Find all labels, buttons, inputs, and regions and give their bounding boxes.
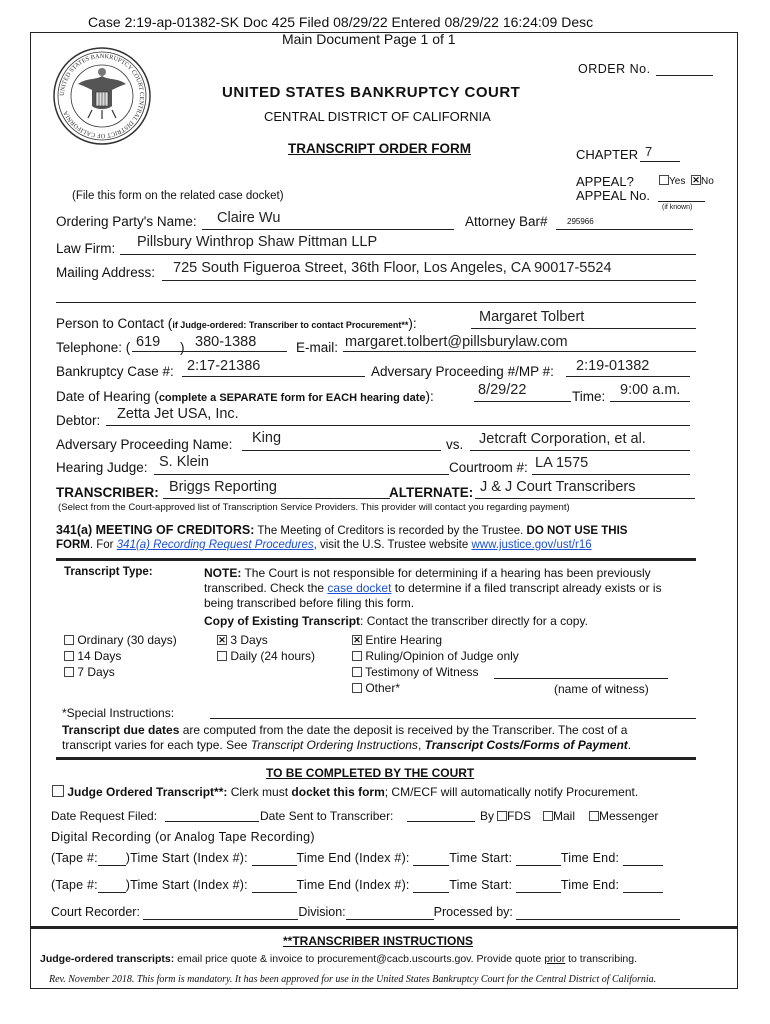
case-line — [182, 376, 365, 377]
tape-2-start-index[interactable] — [252, 878, 297, 893]
ordering-party-line — [202, 229, 454, 230]
opt-daily-checkbox[interactable] — [217, 651, 227, 661]
tape-row-2: (Tape #: )Time Start (Index #): Time End (Index #): Time Start: Time End: — [51, 878, 663, 893]
adversary-case-value[interactable]: 2:19-01382 — [576, 358, 650, 374]
vs-line — [470, 450, 690, 451]
court-district: CENTRAL DISTRICT OF CALIFORNIA — [264, 109, 491, 124]
due-line2: transcript varies for each type. See Transcript Ordering Instructions, Transcript Costs/Forms of Payment. — [62, 738, 632, 752]
ordering-party-value[interactable]: Claire Wu — [217, 210, 281, 226]
court-section-divider — [56, 757, 696, 760]
email-line — [343, 351, 696, 352]
courtroom-value[interactable]: LA 1575 — [535, 455, 589, 471]
hearing-time-label: Time: — [572, 389, 606, 404]
attorney-bar-label: Attorney Bar# — [465, 214, 548, 229]
judge-label: Hearing Judge: — [56, 460, 148, 475]
alternate-label: ALTERNATE: — [389, 485, 474, 500]
ust-website-link[interactable]: www.justice.gov/ust/r16 — [471, 539, 592, 551]
recording-procedures-link[interactable]: 341(a) Recording Request Procedures — [116, 539, 314, 551]
meeting-line2: FORM. For 341(a) Recording Request Procedures, visit the U.S. Trustee website www.justice.gov/ust/r16 — [56, 539, 592, 551]
opt-3-days-checkbox[interactable] — [217, 635, 227, 645]
adversary-name-label: Adversary Proceeding Name: — [56, 437, 233, 452]
tape-2-end[interactable] — [623, 878, 663, 893]
seal-text: UNITED STATES BANKRUPTCY COURT CENTRAL DISTRICT OF CALIFORNIA — [58, 52, 146, 140]
instructions-line: Judge-ordered transcripts: email price quote & invoice to procurement@cacb.uscourts.gov. Provide quote prior to transcribing. — [40, 953, 638, 965]
file-note: (File this form on the related case docket) — [72, 190, 284, 202]
opt-other[interactable]: Other* — [352, 681, 400, 695]
tape-1-start[interactable] — [516, 851, 561, 866]
mailing-value[interactable]: 725 South Figueroa Street, 36th Floor, Los Angeles, CA 90017-5524 — [173, 260, 612, 276]
judge-value[interactable]: S. Klein — [159, 454, 209, 470]
witness-name-field[interactable] — [494, 678, 668, 679]
transcriber-value[interactable]: Briggs Reporting — [169, 479, 277, 495]
digital-recording-label: Digital Recording (or Analog Tape Recording) — [51, 830, 315, 844]
opt-ordinary[interactable]: Ordinary (30 days) — [64, 633, 177, 647]
tape-row-1: (Tape #: )Time Start (Index #): Time End (Index #): Time Start: Time End: — [51, 851, 663, 866]
opt-testimony-checkbox[interactable] — [352, 667, 362, 677]
opt-testimony[interactable]: Testimony of Witness — [352, 665, 479, 679]
filing-header-line1: Case 2:19-ap-01382-SK Doc 425 Filed 08/29/22 Entered 08/29/22 16:24:09 Desc — [88, 14, 594, 30]
opt-7-days[interactable]: 7 Days — [64, 665, 115, 679]
contact-value[interactable]: Margaret Tolbert — [479, 309, 585, 325]
date-request-label: Date Request Filed: — [51, 809, 158, 823]
appeal-no-label: APPEAL No. — [576, 188, 650, 203]
debtor-label: Debtor: — [56, 413, 101, 428]
tape-1-end[interactable] — [623, 851, 663, 866]
copy-existing-line: Copy of Existing Transcript: Contact the transcriber directly for a copy. — [204, 614, 588, 628]
if-known-note: (if known) — [662, 204, 693, 211]
appeal-no-checkbox[interactable] — [691, 175, 701, 185]
ordering-party-label: Ordering Party's Name: — [56, 214, 197, 229]
courtroom-line — [532, 474, 690, 475]
processed-field[interactable] — [516, 905, 680, 920]
chapter-line — [640, 161, 680, 162]
opt-other-checkbox[interactable] — [352, 683, 362, 693]
division-field[interactable] — [346, 905, 434, 920]
messenger-checkbox[interactable] — [589, 811, 599, 821]
appeal-label: APPEAL? — [576, 174, 634, 189]
by-fds[interactable]: FDS — [497, 809, 531, 823]
opt-3-days[interactable]: ✕ 3 Days — [217, 633, 268, 647]
opt-14-days[interactable]: 14 Days — [64, 649, 121, 663]
law-firm-label: Law Firm: — [56, 241, 116, 256]
chapter-value[interactable]: 7 — [645, 144, 653, 159]
mailing-line — [162, 280, 696, 281]
tape-2-start[interactable] — [516, 878, 561, 893]
note-line3: being transcribed before filing this form. — [204, 596, 415, 610]
transcript-type-label: Transcript Type: — [64, 566, 153, 578]
telephone-number[interactable]: 380-1388 — [195, 334, 257, 350]
appeal-no-field[interactable] — [658, 201, 705, 202]
mail-checkbox[interactable] — [543, 811, 553, 821]
opt-entire-hearing[interactable]: ✕ Entire Hearing — [352, 633, 442, 647]
case-docket-link[interactable]: case docket — [327, 581, 392, 595]
vs-label: vs. — [446, 437, 464, 452]
appeal-no[interactable] — [691, 175, 714, 187]
debtor-value[interactable]: Zetta Jet USA, Inc. — [117, 406, 239, 422]
alternate-line — [475, 498, 695, 499]
special-instructions-label: *Special Instructions: — [62, 706, 175, 720]
court-seal-icon — [52, 46, 152, 146]
judge-ordered-line: Judge Ordered Transcript**: Clerk must docket this form; CM/ECF will automatically notify Procurement. — [52, 785, 638, 799]
recorder-field[interactable] — [143, 905, 298, 920]
courtroom-label: Courtroom #: — [449, 460, 528, 475]
telephone-line — [132, 351, 287, 352]
hearing-date-label: Date of Hearing (complete a SEPARATE form for EACH hearing date): — [56, 389, 434, 404]
by-label: By — [480, 809, 495, 823]
transcriber-note: (Select from the Court-approved list of Transcription Service Providers. This provider will contact you regarding payment) — [58, 502, 570, 513]
hearing-time-line — [610, 401, 690, 402]
date-sent-field[interactable] — [407, 821, 475, 822]
instructions-heading: **TRANSCRIBER INSTRUCTIONS — [283, 934, 474, 948]
appeal-yes[interactable] — [659, 175, 685, 187]
witness-label: (name of witness) — [554, 682, 649, 696]
hearing-time-value[interactable]: 9:00 a.m. — [620, 382, 681, 398]
appeal-no-label: No — [701, 176, 714, 187]
note-line2: transcribed. Check the case docket to determine if a filed transcript already exists or is — [204, 581, 662, 595]
adversary-name-value[interactable]: King — [252, 430, 282, 446]
email-value[interactable]: margaret.tolbert@pillsburylaw.com — [345, 334, 568, 350]
revision-note: Rev. November 2018. This form is mandatory. It has been approved for use in the United States Bankruptcy Court for the Central District of California. — [49, 974, 657, 985]
court-title: UNITED STATES BANKRUPTCY COURT — [222, 84, 521, 101]
tape-2-end-index[interactable] — [413, 878, 449, 893]
by-messenger[interactable]: Messenger — [589, 809, 658, 823]
opt-entire-hearing-checkbox[interactable] — [352, 635, 362, 645]
instructions-divider — [30, 926, 738, 929]
opt-daily[interactable]: Daily (24 hours) — [217, 649, 315, 663]
transcriber-line — [163, 498, 390, 499]
email-label: E-mail: — [296, 340, 339, 355]
opt-7-days-checkbox[interactable] — [64, 667, 74, 677]
tape-1-field[interactable] — [98, 851, 126, 866]
debtor-line — [106, 425, 690, 426]
form-title: TRANSCRIPT ORDER FORM — [288, 141, 471, 156]
filing-header-line2: Main Document Page 1 of 1 — [282, 31, 456, 47]
judge-ordered-checkbox[interactable] — [52, 785, 64, 797]
telephone-area[interactable]: 619 — [136, 334, 161, 350]
section-divider — [56, 558, 696, 561]
order-no-label: ORDER No. — [578, 62, 651, 76]
transcriber-label: TRANSCRIBER: — [56, 485, 159, 500]
special-instructions-field[interactable] — [210, 718, 696, 719]
order-no-field[interactable] — [656, 75, 713, 76]
contact-line — [471, 328, 696, 329]
meeting-line1: 341(a) MEETING OF CREDITORS: The Meeting of Creditors is recorded by the Trustee. DO NOT USE THIS — [56, 523, 628, 537]
tape-1-end-index[interactable] — [413, 851, 449, 866]
judge-line — [154, 474, 449, 475]
date-sent-label: Date Sent to Transcriber: — [260, 809, 394, 823]
note-line1: NOTE: The Court is not responsible for determining if a hearing has been previously — [204, 566, 651, 580]
by-mail[interactable]: Mail — [543, 809, 575, 823]
due-line1: Transcript due dates are computed from the date the deposit is received by the Transcriber. The cost of a — [62, 723, 628, 737]
case-label: Bankruptcy Case #: — [56, 364, 174, 379]
fds-checkbox[interactable] — [497, 811, 507, 821]
mailing-line-2[interactable] — [56, 302, 696, 303]
tape-1-start-index[interactable] — [252, 851, 297, 866]
case-value[interactable]: 2:17-21386 — [187, 358, 261, 374]
appeal-yes-label: Yes — [669, 176, 686, 187]
opt-ordinary-checkbox[interactable] — [64, 635, 74, 645]
chapter-label: CHAPTER — [576, 147, 639, 162]
adversary-case-line — [566, 376, 690, 377]
attorney-bar-line — [556, 229, 693, 230]
telephone-close: ) — [180, 340, 185, 355]
attorney-bar-value[interactable]: 295966 — [567, 217, 594, 226]
law-firm-value[interactable]: Pillsbury Winthrop Shaw Pittman LLP — [137, 234, 378, 250]
date-request-field[interactable] — [165, 821, 259, 822]
opt-ruling[interactable]: Ruling/Opinion of Judge only — [352, 649, 519, 663]
opt-ruling-checkbox[interactable] — [352, 651, 362, 661]
tape-2-field[interactable] — [98, 878, 126, 893]
hearing-date-value[interactable]: 8/29/22 — [478, 382, 527, 398]
hearing-date-line — [474, 401, 571, 402]
alternate-value[interactable]: J & J Court Transcribers — [480, 479, 636, 495]
recorder-row: Court Recorder: Division: Processed by: — [51, 905, 680, 920]
adversary-case-label: Adversary Proceeding #/MP #: — [371, 364, 554, 379]
contact-label: Person to Contact (if Judge-ordered: Transcriber to contact Procurement**): — [56, 316, 417, 331]
telephone-label: Telephone: ( — [56, 340, 131, 355]
vs-value[interactable]: Jetcraft Corporation, et al. — [479, 431, 646, 447]
law-firm-line — [120, 254, 696, 255]
mailing-label: Mailing Address: — [56, 265, 156, 280]
adversary-name-line — [242, 450, 441, 451]
appeal-yes-checkbox[interactable] — [659, 175, 669, 185]
court-section-heading: TO BE COMPLETED BY THE COURT — [266, 766, 475, 780]
opt-14-days-checkbox[interactable] — [64, 651, 74, 661]
